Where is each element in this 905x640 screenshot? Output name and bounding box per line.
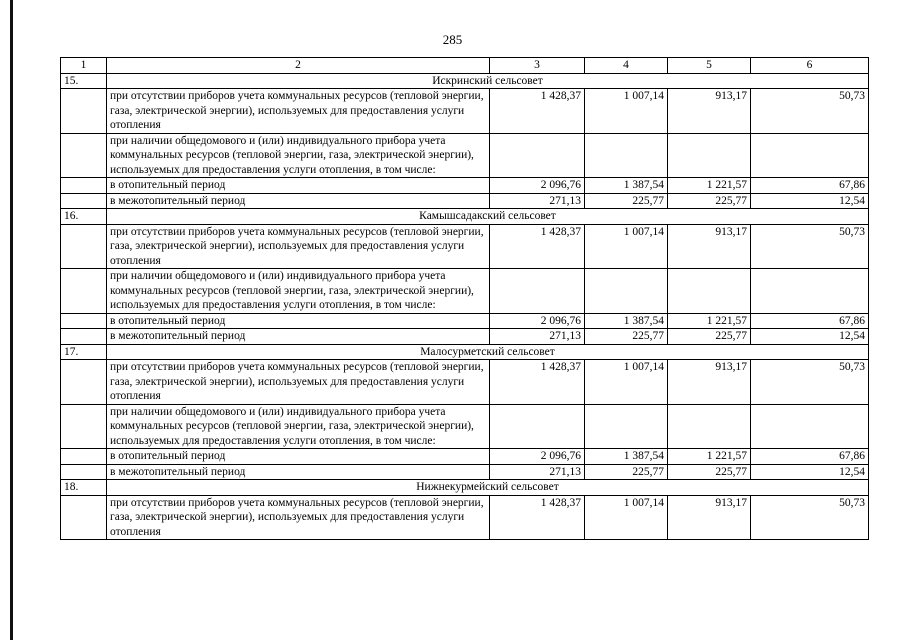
value-cell: 913,17 <box>668 495 751 540</box>
empty-value-cell <box>751 269 869 314</box>
heating-period-row <box>61 178 869 194</box>
tariff-table <box>60 57 869 540</box>
row-description: при отсутствии приборов учета коммунальных ресурсов (тепловой энергии, газа, электрической энергии), используемых для предоставления услуги отопления <box>107 495 490 540</box>
empty-value-cell <box>751 133 869 178</box>
off-period-row <box>61 464 869 480</box>
empty-value-cell <box>668 269 751 314</box>
section-index: 18. <box>61 480 107 496</box>
value-cell: 913,17 <box>668 89 751 134</box>
value-cell: 50,73 <box>751 495 869 540</box>
section-index: 17. <box>61 344 107 360</box>
value-cell: 225,77 <box>585 329 668 345</box>
column-number-row <box>61 58 869 74</box>
value-cell: 271,13 <box>490 193 585 209</box>
section-header-row <box>61 73 869 89</box>
value-cell: 67,86 <box>751 449 869 465</box>
empty-value-cell <box>585 133 668 178</box>
without-meter-row <box>61 89 869 134</box>
value-cell: 225,77 <box>585 464 668 480</box>
section-header-row <box>61 344 869 360</box>
empty-index-cell <box>61 133 107 178</box>
empty-index-cell <box>61 449 107 465</box>
empty-index-cell <box>61 178 107 194</box>
value-cell: 1 428,37 <box>490 495 585 540</box>
with-meter-row <box>61 404 869 449</box>
empty-value-cell <box>668 133 751 178</box>
section-title: Искринский сельсовет <box>107 73 869 89</box>
value-cell: 50,73 <box>751 224 869 269</box>
page-number: 285 <box>442 32 463 47</box>
row-description: при отсутствии приборов учета коммунальных ресурсов (тепловой энергии, газа, электрической энергии), используемых для предоставления услуги отопления <box>107 89 490 134</box>
empty-index-cell <box>61 404 107 449</box>
empty-index-cell <box>61 313 107 329</box>
value-cell: 2 096,76 <box>490 178 585 194</box>
value-cell: 913,17 <box>668 224 751 269</box>
value-cell: 1 387,54 <box>585 449 668 465</box>
empty-value-cell <box>585 404 668 449</box>
value-cell: 225,77 <box>668 464 751 480</box>
value-cell: 1 428,37 <box>490 360 585 405</box>
section-header-row <box>61 480 869 496</box>
value-cell: 1 007,14 <box>585 360 668 405</box>
empty-index-cell <box>61 495 107 540</box>
heating-period-row <box>61 313 869 329</box>
value-cell: 12,54 <box>751 329 869 345</box>
column-number: 6 <box>751 58 869 74</box>
value-cell: 271,13 <box>490 329 585 345</box>
value-cell: 1 428,37 <box>490 89 585 134</box>
value-cell: 2 096,76 <box>490 313 585 329</box>
value-cell: 12,54 <box>751 464 869 480</box>
column-number: 5 <box>668 58 751 74</box>
section-title: Камышсадакский сельсовет <box>107 209 869 225</box>
empty-value-cell <box>585 269 668 314</box>
section-index: 16. <box>61 209 107 225</box>
row-label: в отопительный период <box>107 313 490 329</box>
empty-index-cell <box>61 193 107 209</box>
row-description: при наличии общедомового и (или) индивидуального прибора учета коммунальных ресурсов (тепловой энергии, газа, электрической энергии), используемых для предоставления услуги отопления, в том числе: <box>107 269 490 314</box>
row-label: в межотопительный период <box>107 464 490 480</box>
value-cell: 1 221,57 <box>668 178 751 194</box>
empty-index-cell <box>61 329 107 345</box>
heating-period-row <box>61 449 869 465</box>
value-cell: 12,54 <box>751 193 869 209</box>
column-number: 4 <box>585 58 668 74</box>
without-meter-row <box>61 360 869 405</box>
row-description: при отсутствии приборов учета коммунальных ресурсов (тепловой энергии, газа, электрической энергии), используемых для предоставления услуги отопления <box>107 224 490 269</box>
value-cell: 50,73 <box>751 360 869 405</box>
row-label: в межотопительный период <box>107 329 490 345</box>
value-cell: 1 387,54 <box>585 178 668 194</box>
value-cell: 2 096,76 <box>490 449 585 465</box>
row-description: при наличии общедомового и (или) индивидуального прибора учета коммунальных ресурсов (тепловой энергии, газа, электрической энергии), используемых для предоставления услуги отопления, в том числе: <box>107 404 490 449</box>
empty-index-cell <box>61 89 107 134</box>
column-number: 3 <box>490 58 585 74</box>
empty-index-cell <box>61 269 107 314</box>
empty-value-cell <box>751 404 869 449</box>
empty-index-cell <box>61 360 107 405</box>
row-label: в отопительный период <box>107 178 490 194</box>
empty-index-cell <box>61 464 107 480</box>
tariff-table-body <box>61 58 869 540</box>
value-cell: 67,86 <box>751 178 869 194</box>
value-cell: 1 007,14 <box>585 224 668 269</box>
empty-value-cell <box>490 269 585 314</box>
off-period-row <box>61 193 869 209</box>
row-description: при наличии общедомового и (или) индивидуального прибора учета коммунальных ресурсов (тепловой энергии, газа, электрической энергии), используемых для предоставления услуги отопления, в том числе: <box>107 133 490 178</box>
empty-value-cell <box>490 404 585 449</box>
value-cell: 1 007,14 <box>585 89 668 134</box>
empty-index-cell <box>61 224 107 269</box>
value-cell: 1 387,54 <box>585 313 668 329</box>
section-title: Нижнекурмейский сельсовет <box>107 480 869 496</box>
value-cell: 913,17 <box>668 360 751 405</box>
value-cell: 1 221,57 <box>668 449 751 465</box>
without-meter-row <box>61 224 869 269</box>
value-cell: 1 221,57 <box>668 313 751 329</box>
value-cell: 1 007,14 <box>585 495 668 540</box>
section-header-row <box>61 209 869 225</box>
with-meter-row <box>61 269 869 314</box>
without-meter-row <box>61 495 869 540</box>
row-label: в отопительный период <box>107 449 490 465</box>
column-number: 1 <box>61 58 107 74</box>
empty-value-cell <box>490 133 585 178</box>
value-cell: 67,86 <box>751 313 869 329</box>
value-cell: 225,77 <box>585 193 668 209</box>
scan-edge-line <box>10 0 13 640</box>
value-cell: 50,73 <box>751 89 869 134</box>
row-description: при отсутствии приборов учета коммунальных ресурсов (тепловой энергии, газа, электрической энергии), используемых для предоставления услуги отопления <box>107 360 490 405</box>
value-cell: 225,77 <box>668 193 751 209</box>
value-cell: 225,77 <box>668 329 751 345</box>
row-label: в межотопительный период <box>107 193 490 209</box>
value-cell: 1 428,37 <box>490 224 585 269</box>
with-meter-row <box>61 133 869 178</box>
section-title: Малосурметский сельсовет <box>107 344 869 360</box>
value-cell: 271,13 <box>490 464 585 480</box>
column-number: 2 <box>107 58 490 74</box>
empty-value-cell <box>668 404 751 449</box>
off-period-row <box>61 329 869 345</box>
section-index: 15. <box>61 73 107 89</box>
